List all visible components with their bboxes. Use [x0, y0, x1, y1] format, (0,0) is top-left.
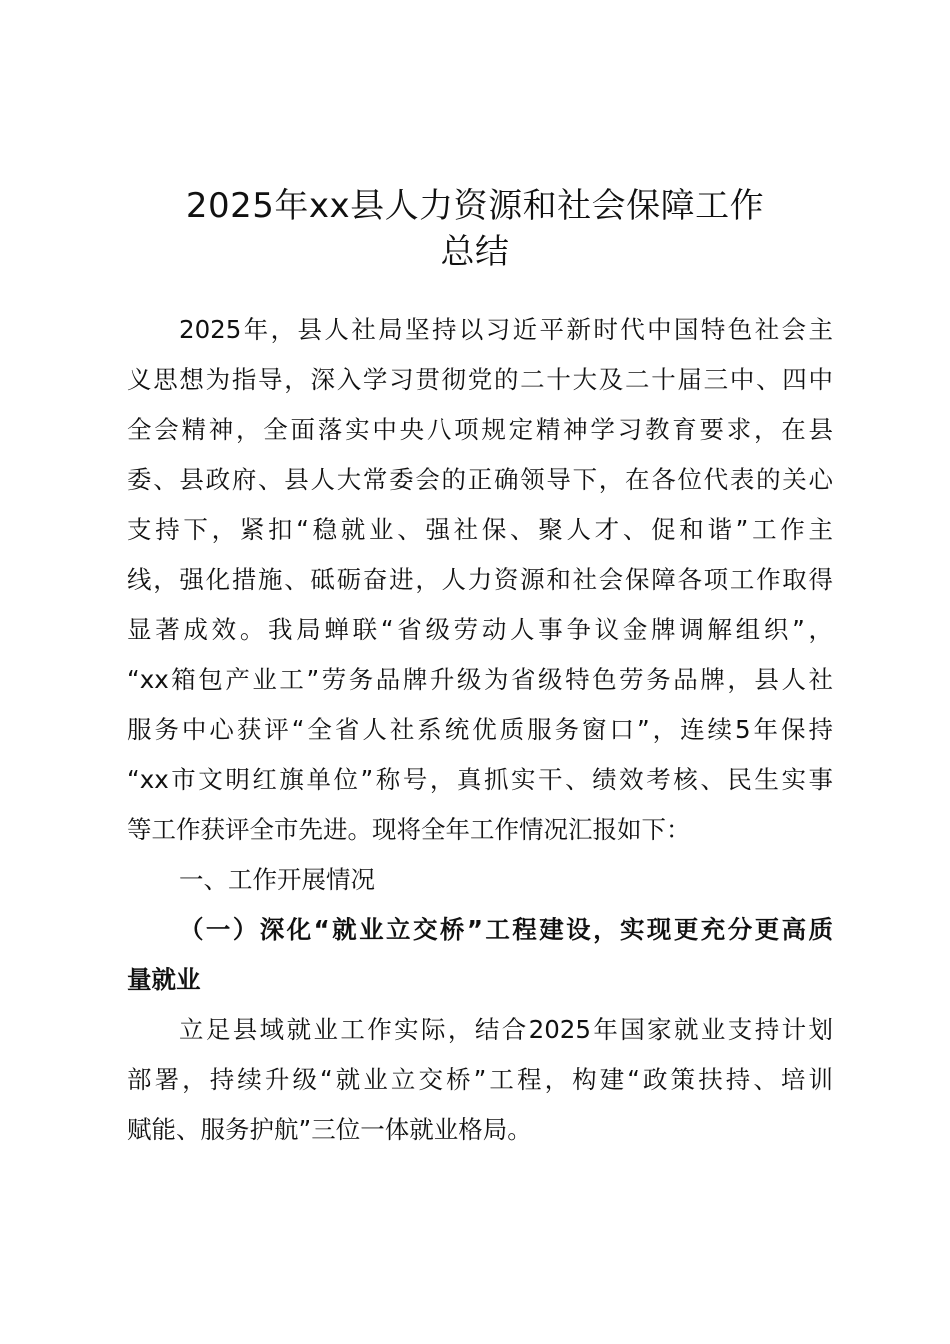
intro-paragraph [127, 305, 833, 1155]
paragraph-line: 支持下，紧扣“稳就业、强社保、聚人才、促和谐”工作主 [127, 515, 833, 544]
section-heading: 一、工作开展情况 [179, 865, 375, 894]
paragraph-line: 立足县域就业工作实际，结合2025年国家就业支持计划 [179, 1015, 833, 1044]
paragraph-line: 显著成效。我局蝉联“省级劳动人事争议金牌调解组织”， [127, 615, 833, 644]
paragraph-line: 服务中心获评“全省人社系统优质服务窗口”，连续5年保持 [127, 715, 833, 744]
paragraph-line: 线，强化措施、砥砺奋进，人力资源和社会保障各项工作取得 [127, 565, 833, 594]
title-line-2: 总结 [440, 232, 510, 272]
subsection-heading-line: 量就业 [127, 965, 201, 994]
paragraph-line: 等工作获评全市先进。现将全年工作情况汇报如下： [127, 815, 691, 844]
paragraph-line: 全会精神，全面落实中央八项规定精神学习教育要求，在县 [127, 415, 833, 444]
paragraph-line: 义思想为指导，深入学习贯彻党的二十大及二十届三中、四中 [127, 365, 833, 394]
paragraph-line: 部署，持续升级“就业立交桥”工程，构建“政策扶持、培训 [127, 1065, 833, 1094]
paragraph-line: “xx箱包产业工”劳务品牌升级为省级特色劳务品牌，县人社 [127, 665, 833, 694]
title-line-1: 2025年xx县人力资源和社会保障工作 [185, 186, 765, 226]
paragraph-line: 2025年，县人社局坚持以习近平新时代中国特色社会主 [179, 315, 833, 344]
document-title [0, 183, 950, 275]
paragraph-line: “xx市文明红旗单位”称号，真抓实干、绩效考核、民生实事 [127, 765, 833, 794]
subsection-heading-line: （一）深化“就业立交桥”工程建设，实现更充分更高质 [179, 915, 833, 944]
paragraph-line: 委、县政府、县人大常委会的正确领导下，在各位代表的关心 [127, 465, 833, 494]
paragraph-line: 赋能、服务护航”三位一体就业格局。 [127, 1115, 532, 1144]
